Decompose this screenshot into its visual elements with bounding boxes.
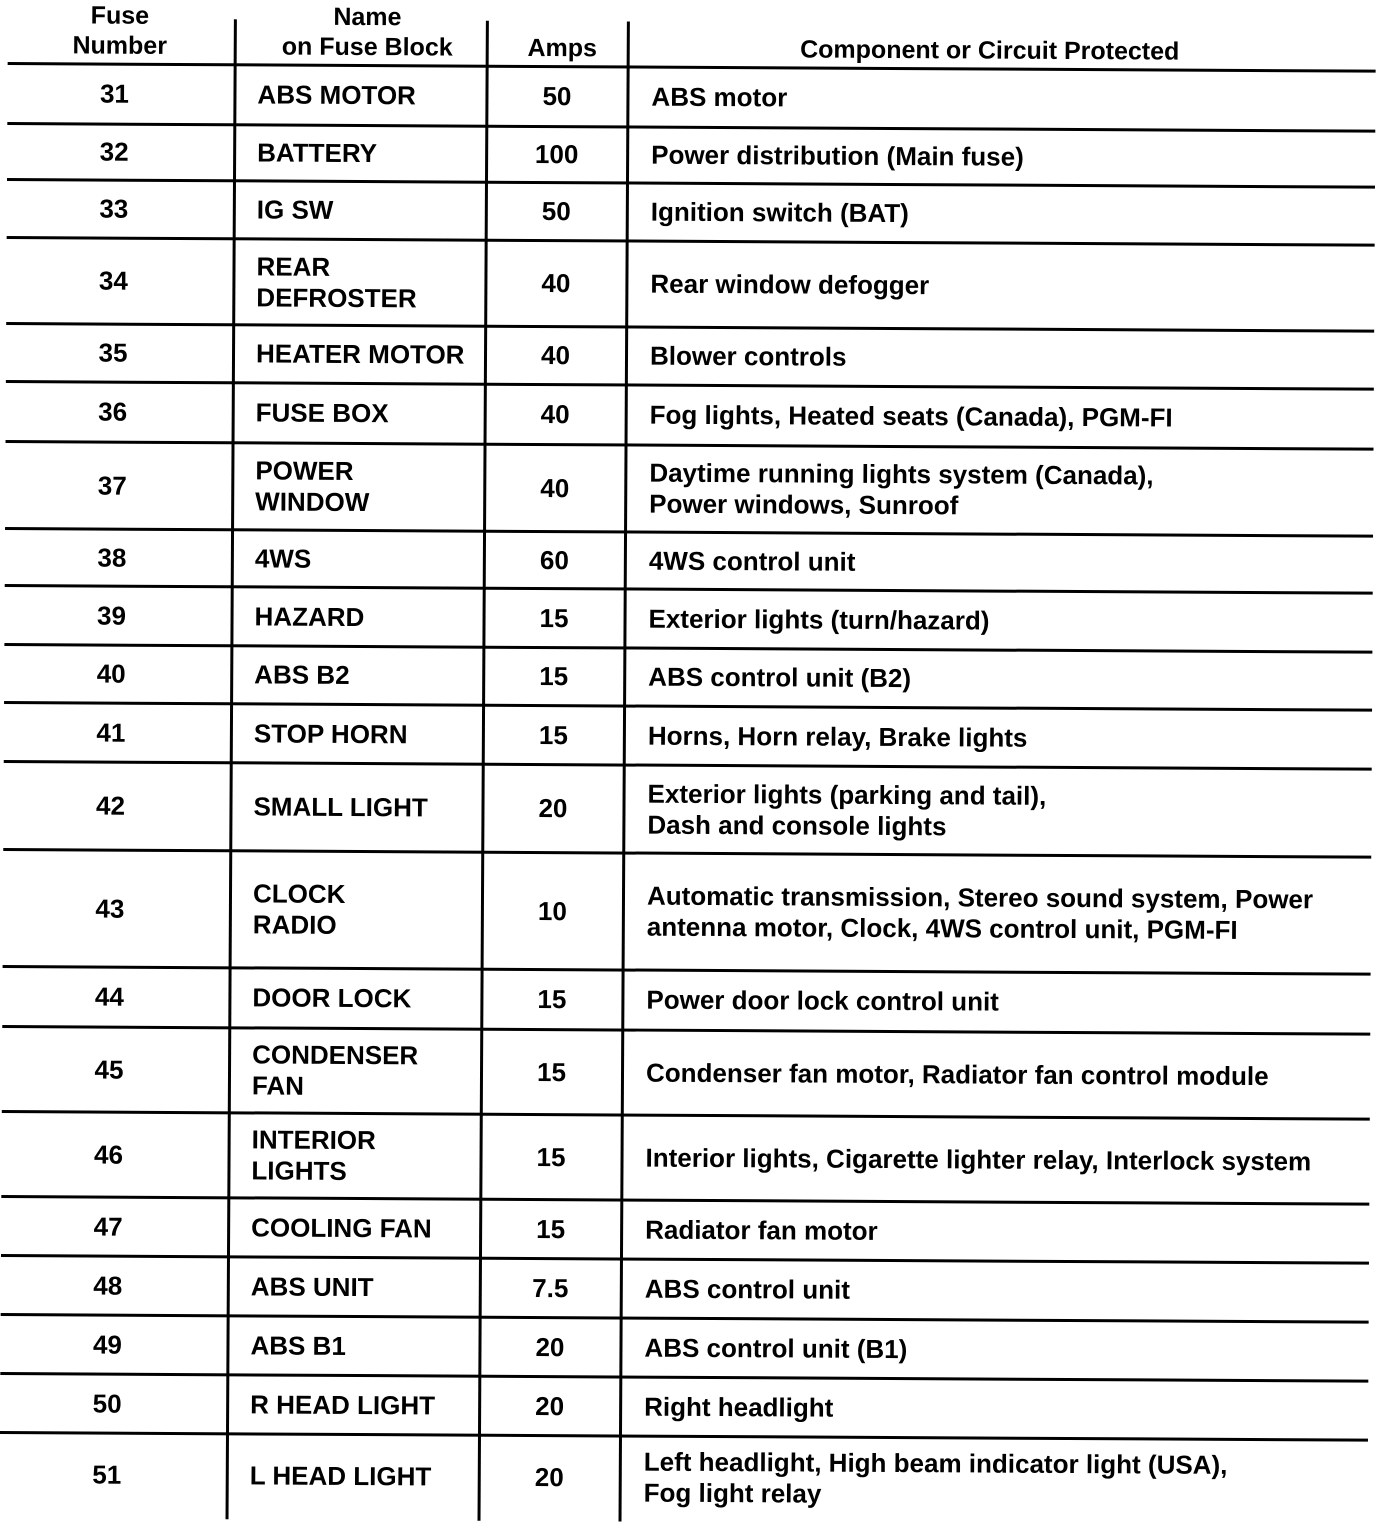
header-name-on-fuse-block: Name on Fuse Block [281, 2, 453, 62]
fuse-name-cell: 4WS [254, 542, 312, 574]
fuse-name-cell: BATTERY [257, 137, 378, 169]
table-row [0, 1257, 1385, 1321]
fuse-name-cell: HEATER MOTOR [255, 338, 465, 370]
amps-cell: 15 [537, 984, 567, 1015]
fuse-number-cell: 51 [92, 1459, 122, 1490]
table-row [0, 1198, 1385, 1262]
fuse-name-cell: STOP HORN [253, 717, 408, 749]
component-cell: Exterior lights (turn/hazard) [648, 603, 990, 636]
fuse-number-cell: 45 [94, 1054, 124, 1085]
component-cell: Rear window defogger [650, 268, 930, 301]
amps-cell: 40 [540, 340, 571, 371]
table-row [0, 65, 1392, 130]
component-cell: Power distribution (Main fuse) [651, 139, 1024, 172]
header-amps: Amps [527, 33, 598, 63]
table-row [0, 1434, 1384, 1522]
fuse-number-cell: 31 [99, 78, 130, 109]
fuse-number-cell: 48 [93, 1270, 123, 1301]
table-row [0, 443, 1390, 535]
component-cell: 4WS control unit [648, 545, 856, 577]
fuse-number-cell: 39 [97, 600, 127, 631]
fuse-name-cell: POWER WINDOW [255, 455, 370, 518]
component-cell: Automatic transmission, Stereo sound system, Power antenna motor, Clock, 4WS control unit, PGM-FI [646, 880, 1314, 945]
component-cell: ABS motor [651, 81, 788, 113]
amps-cell: 40 [540, 472, 570, 503]
table-row [0, 704, 1388, 768]
amps-cell: 20 [535, 1390, 565, 1421]
fuse-name-cell: HAZARD [254, 600, 365, 632]
amps-cell: 20 [534, 1461, 564, 1492]
amps-cell: 50 [542, 81, 572, 112]
table-row [0, 530, 1389, 592]
fuse-name-cell: ABS UNIT [250, 1270, 374, 1302]
header-fuse-number: Fuse Number [72, 1, 168, 60]
table-row [0, 383, 1390, 448]
fuse-name-cell: INTERIOR LIGHTS [251, 1124, 376, 1186]
fuse-number-cell: 41 [96, 717, 126, 748]
amps-cell: 60 [539, 544, 569, 575]
fuse-name-cell: ABS B1 [250, 1329, 346, 1361]
table-row [0, 1316, 1385, 1380]
amps-cell: 100 [534, 138, 579, 170]
component-cell: Blower controls [649, 340, 847, 372]
fuse-number-cell: 49 [92, 1329, 123, 1360]
fuse-name-cell: COOLING FAN [251, 1211, 432, 1243]
amps-cell: 15 [536, 1056, 567, 1087]
table-row [0, 587, 1389, 651]
fuse-number-cell: 43 [95, 893, 125, 924]
component-cell: Exterior lights (parking and tail), Dash and console lights [647, 778, 1047, 841]
fuse-name-cell: CONDENSER FAN [251, 1039, 419, 1101]
table-row [0, 1375, 1384, 1439]
fuse-number-cell: 35 [98, 337, 128, 368]
table-row [0, 968, 1387, 1033]
amps-cell: 7.5 [532, 1272, 569, 1303]
component-cell: Horns, Horn relay, Brake lights [647, 720, 1028, 753]
fuse-number-cell: 46 [94, 1139, 124, 1170]
fuse-name-cell: R HEAD LIGHT [250, 1388, 436, 1420]
component-cell: Condenser fan motor, Radiator fan control module [645, 1057, 1269, 1091]
amps-cell: 15 [536, 1141, 566, 1172]
table-row [0, 239, 1391, 330]
table-row [0, 851, 1387, 973]
component-cell: Ignition switch (BAT) [650, 196, 909, 229]
amps-cell: 20 [538, 793, 568, 824]
amps-cell: 50 [541, 196, 571, 227]
fuse-number-cell: 36 [98, 396, 128, 427]
table-row [0, 325, 1390, 388]
component-cell: Radiator fan motor [645, 1214, 878, 1246]
amps-cell: 15 [539, 661, 569, 692]
fuse-name-cell: IG SW [256, 194, 334, 225]
fuse-name-cell: L HEAD LIGHT [249, 1459, 432, 1491]
fuse-number-cell: 32 [99, 136, 129, 167]
fuse-name-cell: CLOCK RADIO [252, 878, 346, 940]
fuse-name-cell: REAR DEFROSTER [256, 250, 417, 313]
component-cell: ABS control unit (B2) [648, 661, 912, 694]
component-cell: Left headlight, High beam indicator light (USA), Fog light relay [643, 1446, 1228, 1509]
amps-cell: 10 [537, 895, 567, 926]
component-cell: ABS control unit (B1) [644, 1332, 908, 1364]
amps-cell: 15 [536, 1213, 566, 1244]
fuse-name-cell: ABS MOTOR [257, 79, 416, 111]
amps-cell: 20 [535, 1331, 565, 1362]
amps-cell: 15 [539, 602, 569, 633]
fuse-number-cell: 38 [97, 542, 127, 573]
fuse-name-cell: FUSE BOX [255, 397, 389, 429]
fuse-number-cell: 42 [95, 790, 126, 821]
fuse-name-cell: ABS B2 [254, 659, 350, 690]
table-row [0, 125, 1391, 186]
component-cell: ABS control unit [644, 1273, 850, 1305]
component-cell: Fog lights, Heated seats (Canada), PGM-FI [649, 399, 1173, 433]
table-row [0, 1113, 1386, 1203]
table-row [0, 763, 1388, 856]
fuse-name-cell: SMALL LIGHT [253, 791, 428, 823]
fuse-number-cell: 44 [94, 981, 124, 1012]
amps-cell: 40 [540, 399, 570, 430]
component-cell: Daytime running lights system (Canada), Power windows, Sunroof [649, 457, 1154, 521]
table-row [0, 646, 1388, 709]
component-cell: Interior lights, Cigarette lighter relay, Interlock system [645, 1142, 1312, 1176]
table-row [0, 181, 1391, 244]
table-row [0, 1028, 1386, 1118]
fuse-number-cell: 33 [99, 193, 129, 224]
fuse-number-cell: 34 [98, 265, 128, 296]
amps-cell: 40 [541, 268, 571, 299]
header-component: Component or Circuit Protected [800, 35, 1180, 66]
fuse-number-cell: 50 [92, 1388, 122, 1419]
fuse-number-cell: 37 [97, 470, 127, 501]
amps-cell: 15 [538, 719, 568, 750]
fuse-number-cell: 47 [93, 1211, 123, 1242]
fuse-number-cell: 40 [96, 658, 126, 689]
component-cell: Right headlight [644, 1391, 834, 1423]
component-cell: Power door lock control unit [646, 984, 999, 1017]
fuse-name-cell: DOOR LOCK [252, 982, 412, 1014]
